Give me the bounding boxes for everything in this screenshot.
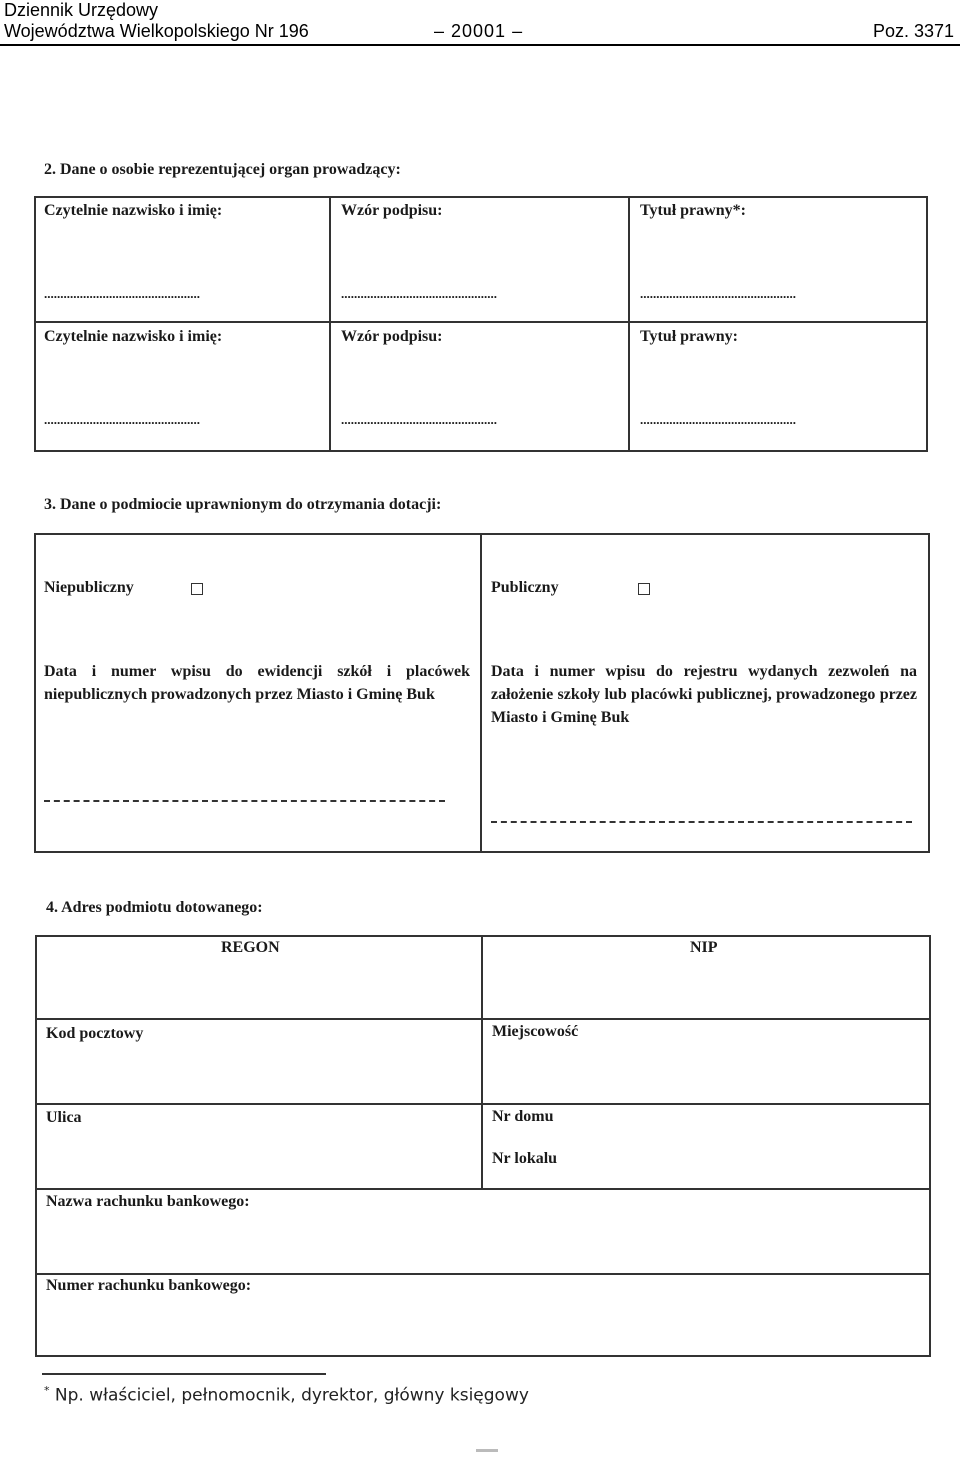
non-public-label: Niepubliczny [44, 579, 134, 596]
non-public-register-text: Data i numer wpisu do ewidencji szkół i placówek niepublicznych prowadzonych przez Miasto i Gminę Buk [44, 663, 470, 703]
signature-dotted-line: ................................................ [341, 286, 497, 301]
public-checkbox[interactable] [638, 583, 650, 595]
postal-code-label: Kod pocztowy [46, 1025, 144, 1042]
page-mark [476, 1449, 498, 1452]
table-row-divider [35, 1103, 931, 1105]
name-label: Czytelnie nazwisko i imię: [44, 328, 223, 345]
section-2-title: 2. Dane o osobie reprezentującej organ prowadzący: [44, 161, 401, 178]
bank-account-name-label: Nazwa rachunku bankowego: [46, 1193, 250, 1210]
table-divider [628, 196, 630, 452]
table-divider [480, 533, 482, 853]
public-dashed-line [491, 821, 912, 823]
footnote-marker: * [44, 1384, 50, 1397]
non-public-dashed-line [44, 800, 445, 802]
journal-subtitle: Województwa Wielkopolskiego Nr 196 [4, 21, 309, 41]
section-4-title: 4. Adres podmiotu dotowanego: [46, 899, 263, 916]
table-row-divider [35, 1188, 931, 1190]
scanned-form [0, 46, 960, 1459]
name-dotted-line: ................................................ [44, 286, 200, 301]
signature-dotted-line: ................................................ [341, 412, 497, 427]
title-dotted-line: ................................................ [640, 412, 796, 427]
non-public-checkbox[interactable] [191, 583, 203, 595]
house-number-label: Nr domu [492, 1108, 554, 1125]
footnote-text: Np. właściciel, pełnomocnik, dyrektor, główny księgowy [54, 1385, 529, 1406]
page-header [0, 0, 960, 46]
journal-title: Dziennik Urzędowy [4, 0, 159, 20]
table-row-divider [35, 1018, 931, 1020]
public-register-text: Data i numer wpisu do rejestru wydanych zezwoleń na założenie szkoły lub placówki publicznej, prowadzonego przez Miasto i Gminę Buk [491, 663, 917, 726]
table-divider [481, 935, 483, 1189]
footnote-rule [42, 1373, 326, 1375]
legal-title-label: Tytuł prawny*: [640, 202, 746, 219]
table-row-divider [35, 1273, 931, 1275]
position-number: Poz. 3371 [872, 21, 954, 41]
section-3-title: 3. Dane o podmiocie uprawnionym do otrzymania dotacji: [44, 496, 442, 513]
name-dotted-line: ................................................ [44, 412, 200, 427]
name-label: Czytelnie nazwisko i imię: [44, 202, 223, 219]
table-divider [329, 196, 331, 452]
title-dotted-line: ................................................ [640, 286, 796, 301]
apartment-number-label: Nr lokalu [492, 1150, 558, 1167]
street-label: Ulica [46, 1109, 82, 1126]
public-label: Publiczny [491, 579, 559, 596]
nip-label: NIP [690, 939, 718, 956]
regon-label: REGON [221, 939, 280, 956]
city-label: Miejscowość [492, 1023, 579, 1040]
signature-label: Wzór podpisu: [341, 328, 443, 345]
legal-title-label: Tytuł prawny: [640, 328, 738, 345]
signature-label: Wzór podpisu: [341, 202, 443, 219]
bank-account-number-label: Numer rachunku bankowego: [46, 1277, 252, 1294]
footnote [44, 1384, 529, 1406]
page-number: – 20001 – [434, 21, 524, 41]
table-row-divider [34, 321, 928, 323]
